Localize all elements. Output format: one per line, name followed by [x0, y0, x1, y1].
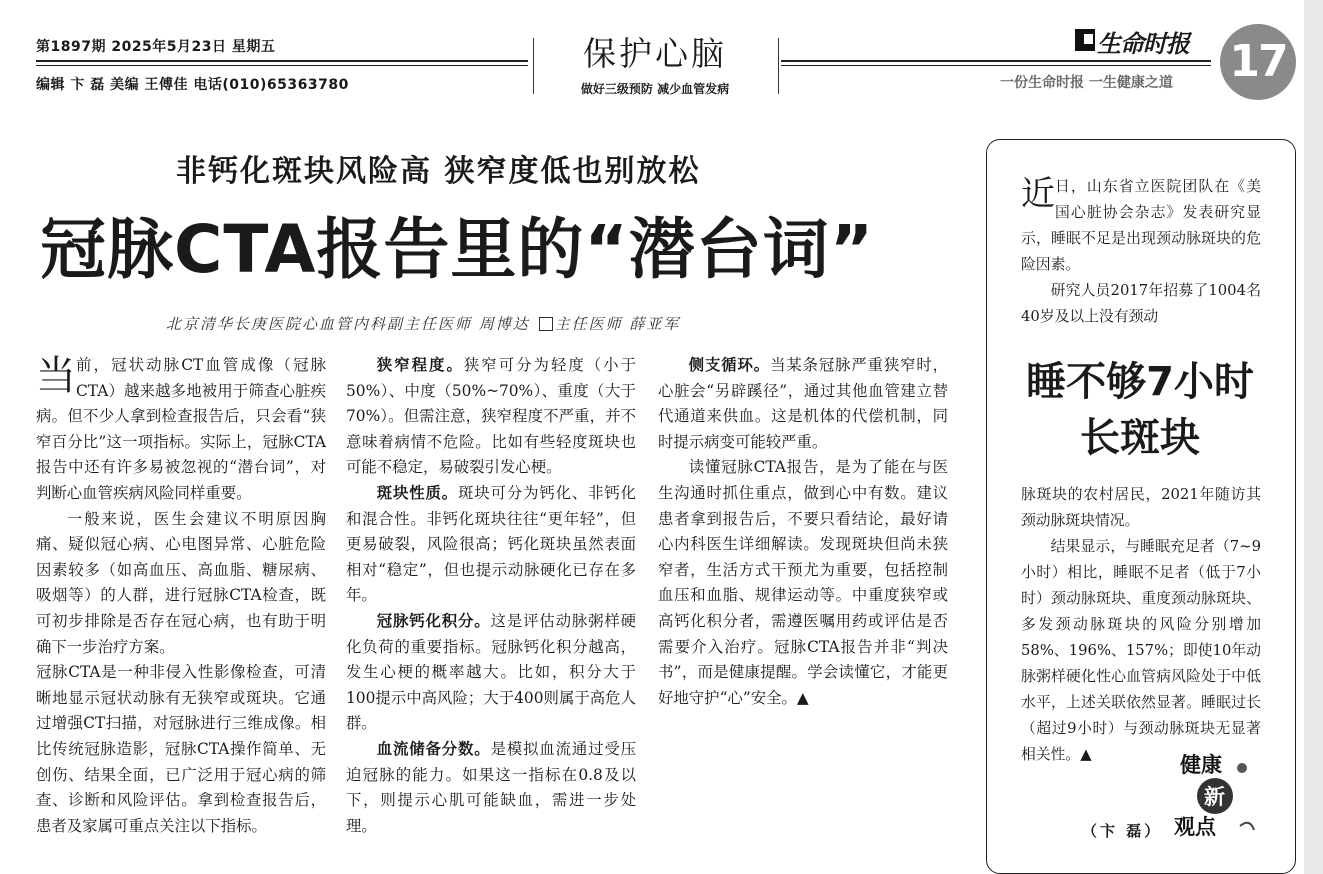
- badge-graphic: [1170, 748, 1260, 840]
- sidebar-headline: [1000, 354, 1280, 466]
- article-column-3: [658, 353, 948, 853]
- section-collateral: 侧支循环。当某条冠脉严重狭窄时，心脏会“另辟蹊径”，通过其他血管建立替代通道来供血。这是机体的代偿机制，同时提示病变可能较严重。: [658, 356, 948, 451]
- sidebar-text-top: [1021, 174, 1261, 330]
- masthead-divider-right: [778, 38, 779, 94]
- section-calcium-score: 冠脉钙化积分。这是评估动脉粥样硬化负荷的重要指标。冠脉钙化积分越高，发生心梗的概率越大。比如，积分大于100提示中高风险；大于400则属于高危人群。: [346, 611, 636, 733]
- section-plaque-nature: 斑块性质。斑块可分为钙化、非钙化和混合性。非钙化斑块往往“更年轻”，但更易破裂，风险很高；钙化斑块虽然表面相对“稳定”，但也提示动脉硬化已存在多年。: [346, 483, 636, 605]
- paragraph-conclusion: 读懂冠脉CTA报告，是为了能在与医生沟通时抓住重点，做到心中有数。建议患者拿到报告后，不要只看结论，最好请心内科医生详细解读。发现斑块但尚未狭窄者，生活方式干预尤为重要，包括控制血压和血脂、规律运动等。中重度狭窄或高钙化积分者，需遵医嘱用药或评估是否需要介入治疗。冠脉CTA报告并非“判决书”，而是健康提醒。学会读懂它，才能更好地守护“心”安全。▲: [658, 458, 948, 707]
- paragraph-intro: 当前，冠状动脉CT血管成像（冠脉CTA）越来越多地被用于筛查心脏疾病。但不少人拿到检查报告后，只会看“狭窄百分比”这一项指标。实际上，冠脉CTA报告中还有许多易被忽视的“潜台词”，对判断心血管疾病风险同样重要。: [36, 353, 326, 502]
- article-column-1: [36, 353, 326, 839]
- editor-line: 编辑 卞 磊 美编 王傅佳 电话(010)65363780: [36, 77, 349, 93]
- section-subtitle: 做好三级预防 减少血管发病: [580, 82, 730, 96]
- sidebar-paragraph-3: 脉斑块的农村居民，2021年随访其颈动脉斑块情况。: [1021, 486, 1261, 529]
- separator-box-icon: [539, 317, 553, 331]
- masthead-rule-left-thin: [36, 65, 528, 66]
- badge-text-1: 健康: [1180, 753, 1222, 777]
- section-stenosis: 狭窄程度。狭窄可分为轻度（小于50%）、中度（50%~70%）、重度（大于70%）。但需注意，狭窄程度不严重，并不意味着病情不危险。比如有些轻度斑块也可能不稳定，易破裂引发心梗。: [346, 356, 636, 477]
- article-headline: 冠脉CTA报告里的“潜台词”: [40, 211, 875, 288]
- sidebar-paragraph-4: 结果显示，与睡眠充足者（7~9小时）相比，睡眠不足者（低于7小时）颈动脉斑块、重度颈动脉斑块、多发颈动脉斑块的风险分别增加58%、196%、157%；即使10年动脉粥样硬化性心血管病风险处于中低水平，上述关联依然显著。睡眠过长（超过9小时）与颈动脉斑块无显著相关性。▲: [1021, 538, 1261, 763]
- masthead-rule-right-thin: [781, 65, 1211, 66]
- byline-author-a: 北京清华长庚医院心血管内科副主任医师 周博达: [166, 315, 530, 333]
- paragraph-cta-intro: 冠脉CTA是一种非侵入性影像检查，可清晰地显示冠状动脉有无狭窄或斑块。它通过增强CT扫描，对冠脉进行三维成像。相比传统冠脉造影，冠脉CTA操作简单、无创伤、结果全面，已广泛用于冠心病的筛查、诊断和风险评估。拿到检查报告后，患者及家属可重点关注以下指标。: [36, 663, 326, 835]
- badge-text-2: 新: [1204, 785, 1225, 809]
- health-new-view-badge: [1170, 748, 1260, 840]
- article-kicker: 非钙化斑块风险高 狭窄度低也别放松: [176, 154, 701, 189]
- sidebar-headline-line-1: 睡不够7小时: [1026, 359, 1254, 405]
- brand-slogan: 一份生命时报 一生健康之道: [1000, 75, 1173, 91]
- article-column-2: [346, 353, 636, 853]
- page-number: 17: [1220, 24, 1296, 100]
- paragraph-indications: 一般来说，医生会建议不明原因胸痛、疑似冠心病、心电图异常、心脏危险因素较多（如高血压、高血脂、糖尿病、吸烟等）的人群，进行冠脉CTA检查，既可初步排除是否存在冠心病，也有助于明确下一步治疗方案。: [36, 509, 326, 656]
- badge-dot-icon: [1237, 763, 1247, 773]
- masthead-divider-left: [533, 38, 534, 94]
- masthead-rule-left: [36, 60, 528, 62]
- sidebar-paragraph-1: 近日，山东省立医院团队在《美国心脏协会杂志》发表研究显示，睡眠不足是出现颈动脉斑块的危险因素。: [1021, 174, 1261, 273]
- sidebar-paragraph-2: 研究人员2017年招募了1004名40岁及以上没有颈动: [1021, 282, 1261, 325]
- dropcap: 当: [36, 353, 76, 399]
- page-edge: [1304, 0, 1323, 874]
- sidebar-headline-line-2: 长斑块: [1080, 415, 1200, 461]
- article-byline: [166, 313, 680, 334]
- masthead-rule-right: [781, 60, 1211, 62]
- section-title: 保护心脑: [583, 34, 727, 73]
- badge-swirl-icon: [1240, 823, 1254, 830]
- sidebar-dropcap: 近: [1021, 174, 1055, 214]
- brand-logo-icon: [1075, 29, 1095, 51]
- badge-text-3: 观点: [1174, 815, 1216, 839]
- issue-date-line: 第1897期 2025年5月23日 星期五: [36, 39, 276, 55]
- sidebar-signature: （卞 磊）: [1082, 822, 1163, 840]
- byline-author-b: 主任医师 薛亚军: [554, 315, 681, 333]
- brand-name: 生命时报: [1097, 30, 1189, 58]
- section-ffr: 血流储备分数。是模拟血流通过受压迫冠脉的能力。如果这一指标在0.8及以下，则提示心肌可能缺血，需进一步处理。: [346, 739, 636, 835]
